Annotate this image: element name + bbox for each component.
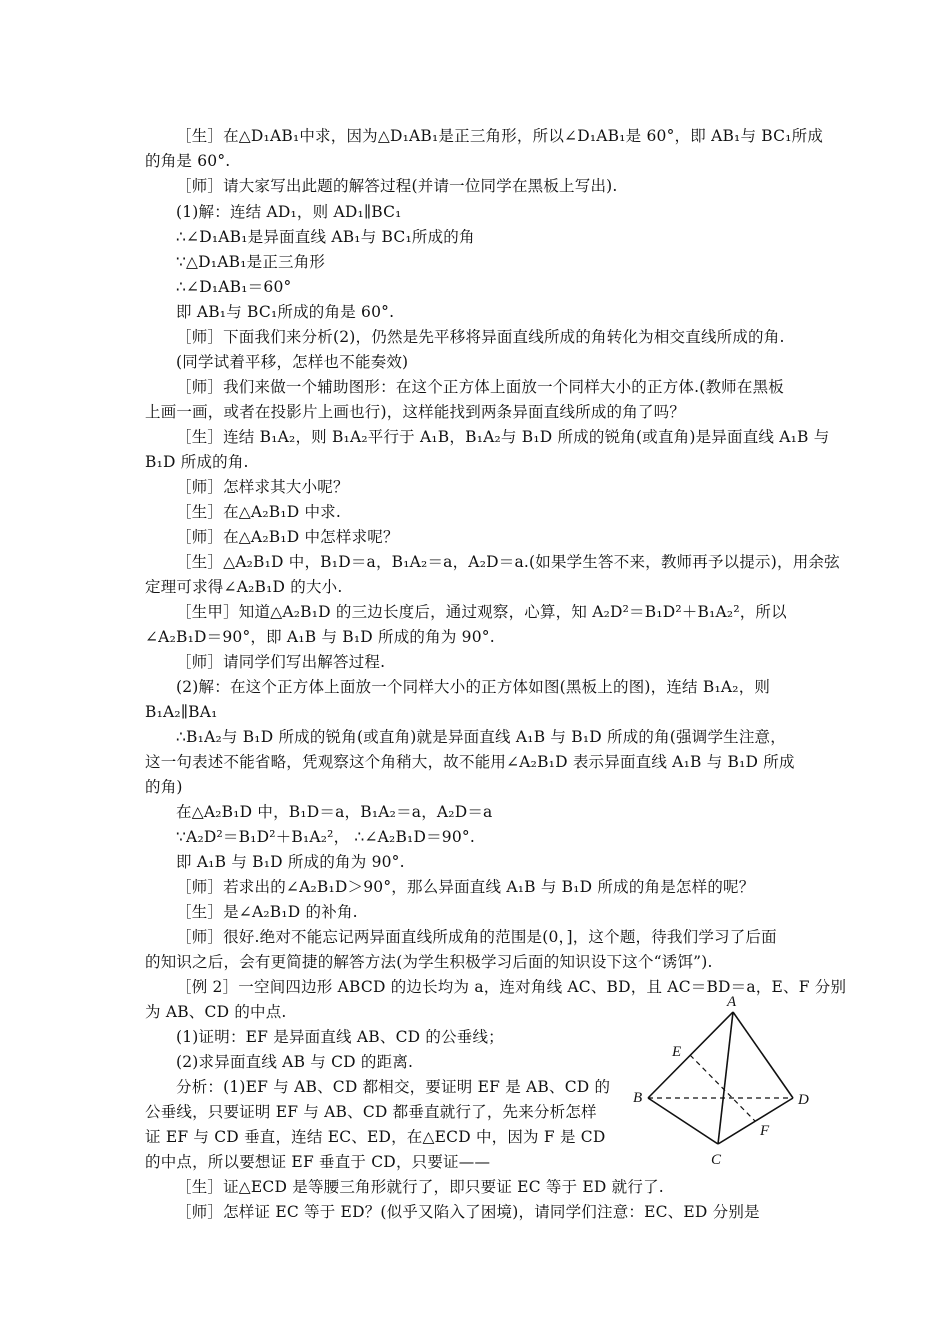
text-line: 的知识之后，会有更简捷的解答方法(为学生积极学习后面的知识设下这个“诱饵”). [145,953,713,971]
text-line: 这一句表述不能省略，凭观察这个角稍大，故不能用∠A₂B₁D 表示异面直线 A₁B 与 B₁D 所成 [145,753,795,771]
text-line: 上画一画，或者在投影片上画也行)，这样能找到两条异面直线所成的角了吗？ [145,403,686,421]
text-line: ∴∠D₁AB₁是异面直线 AB₁与 BC₁所成的角 [176,228,475,246]
text-line: ∵A₂D²＝B₁D²＋B₁A₂²， ∴∠A₂B₁D＝90°. [176,828,475,846]
tetrahedron-figure [630,992,820,1172]
label-f: F [760,1123,770,1139]
text-line: ［师］我们来做一个辅助图形：在这个正方体上面放一个同样大小的正方体.(教师在黑板 [176,378,784,396]
label-d: D [798,1092,809,1108]
label-c: C [711,1152,722,1168]
text-line: ［生］连结 B₁A₂，则 B₁A₂平行于 A₁B，B₁A₂与 B₁D 所成的锐角(或直角)是异面直线 A₁B 与 [176,428,830,446]
edge-ac [718,1012,733,1144]
label-e: E [672,1044,682,1060]
label-b: B [633,1090,643,1106]
text-line: ［师］请同学们写出解答过程. [176,653,386,671]
text-line: 为 AB、CD 的中点. [145,1003,287,1021]
text-line: B₁A₂∥BA₁ [145,703,218,721]
text-line: ［师］怎样证 EC 等于 ED？(似乎又陷入了困境)，请同学们注意：EC、ED 分别是 [176,1203,760,1221]
edge-cd [718,1098,793,1144]
text-line: ∴B₁A₂与 B₁D 所成的锐角(或直角)就是异面直线 A₁B 与 B₁D 所成的角(强调学生注意， [176,728,786,746]
edge-ad [733,1012,793,1098]
text-line: 在△A₂B₁D 中，B₁D＝a，B₁A₂＝a，A₂D＝a [176,803,493,821]
text-line: 定理可求得∠A₂B₁D 的大小. [145,578,343,596]
text-line: ［生］在△A₂B₁D 中求. [176,503,342,521]
text-line: ［生］△A₂B₁D 中，B₁D＝a，B₁A₂＝a，A₂D＝a.(如果学生答不来，教师再予以提示)，用余弦 [176,553,840,571]
text-line: 的角是 60°. [145,152,231,170]
text-line: 公垂线，只要证明 EF 与 AB、CD 都垂直就行了，先来分析怎样 [145,1103,597,1121]
text-line: ∠A₂B₁D＝90°，即 A₁B 与 B₁D 所成的角为 90°. [145,628,495,646]
text-line: ［师］很好.绝对不能忘记两异面直线所成角的范围是(0，]，这个题，待我们学习了后面 [176,928,777,946]
edge-bc [648,1098,718,1144]
text-line: ［生］证△ECD 是等腰三角形就行了，即只要证 EC 等于 ED 就行了. [176,1178,664,1196]
text-line: 即 A₁B 与 B₁D 所成的角为 90°. [176,853,405,871]
text-line: ［生］是∠A₂B₁D 的补角. [176,903,358,921]
text-line: 证 EF 与 CD 垂直，连结 EC、ED，在△ECD 中，因为 F 是 CD [145,1128,606,1146]
text-line: 的角) [145,778,183,796]
text-line: 分析：(1)EF 与 AB、CD 都相交，要证明 EF 是 AB、CD 的 [176,1078,611,1096]
text-line: B₁D 所成的角. [145,453,249,471]
text-line: 的中点，所以要想证 EF 垂直于 CD，只要证—— [145,1153,491,1171]
text-line: ［师］怎样求其大小呢？ [176,478,349,496]
text-line: ［生］在△D₁AB₁中求，因为△D₁AB₁是正三角形，所以∠D₁AB₁是 60°，即 AB₁与 BC₁所成 [176,127,824,145]
text-line: ［师］下面我们来分析(2)，仍然是先平移将异面直线所成的角转化为相交直线所成的角. [176,328,785,346]
label-a: A [727,994,737,1010]
text-line: (2)求异面直线 AB 与 CD 的距离. [176,1053,414,1071]
text-line: ∴∠D₁AB₁＝60° [176,278,292,296]
text-line: ∵△D₁AB₁是正三角形 [176,253,326,271]
text-line: ［师］在△A₂B₁D 中怎样求呢？ [176,528,399,546]
text-line: ［师］请大家写出此题的解答过程(并请一位同学在黑板上写出). [176,177,618,195]
text-line: (1)证明：EF 是异面直线 AB、CD 的公垂线； [176,1028,504,1046]
text-line: (1)解：连结 AD₁，则 AD₁∥BC₁ [176,203,402,221]
text-line: (同学试着平移，怎样也不能奏效) [176,353,409,371]
text-line: ［生甲］知道△A₂B₁D 的三边长度后，通过观察，心算，知 A₂D²＝B₁D²＋B₁A₂²，所以 [176,603,787,621]
text-line: (2)解：在这个正方体上面放一个同样大小的正方体如图(黑板上的图)，连结 B₁A₂，则 [176,678,771,696]
text-line: ［例 2］一空间四边形 ABCD 的边长均为 a，连对角线 AC、BD，且 AC＝BD＝a，E、F 分别 [176,978,847,996]
text-line: 即 AB₁与 BC₁所成的角是 60°. [176,303,395,321]
text-line: ［师］若求出的∠A₂B₁D＞90°，那么异面直线 A₁B 与 B₁D 所成的角是怎样的呢？ [176,878,755,896]
